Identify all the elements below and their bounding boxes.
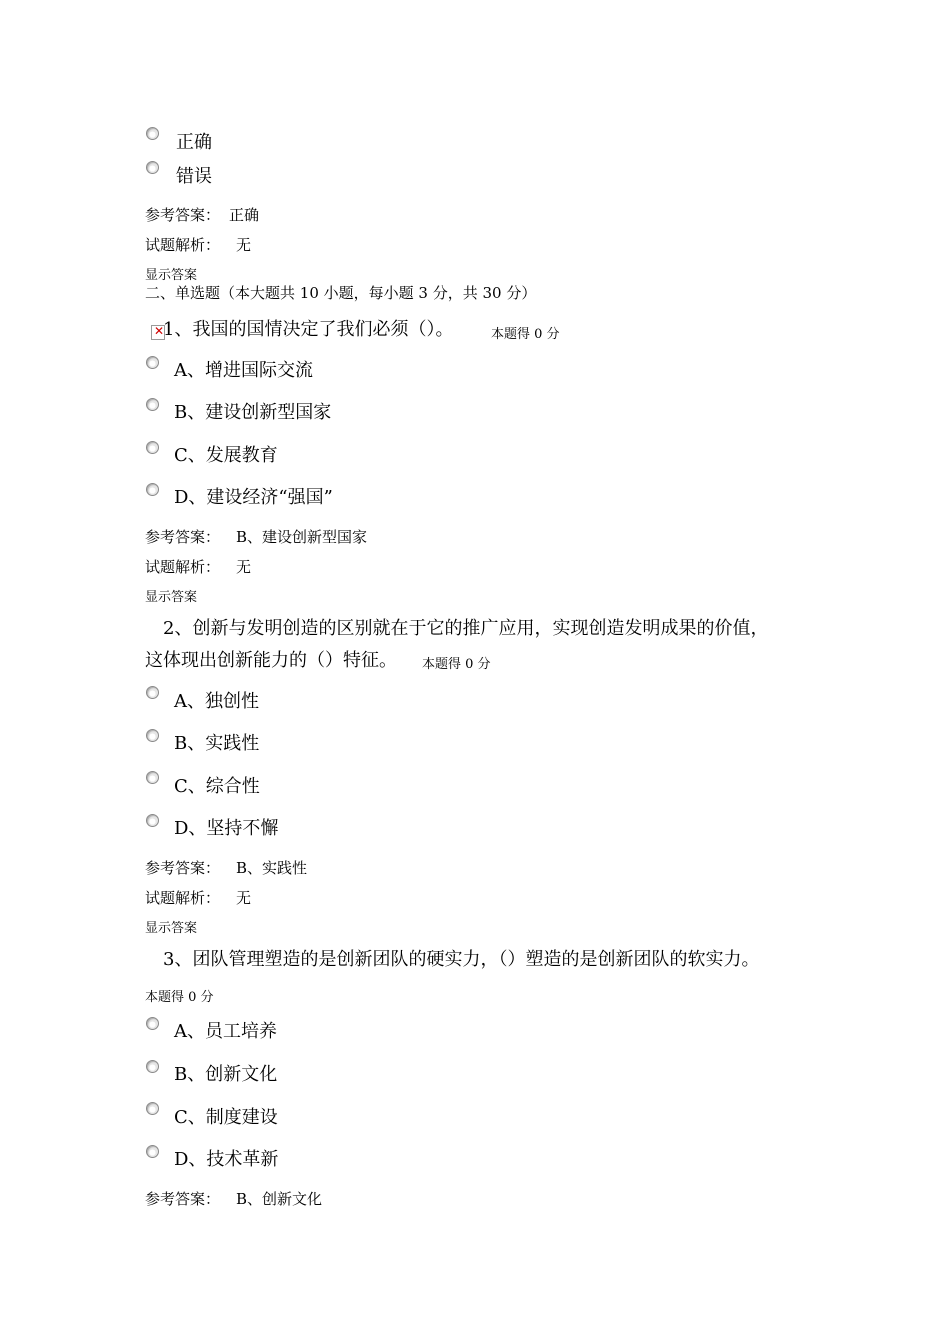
show-answer-link[interactable]: 显示答案 [145,268,198,283]
show-answer-link[interactable]: 显示答案 [145,921,198,936]
radio-option-b[interactable] [146,1060,159,1073]
option-label-true: 正确 [176,132,212,153]
analysis-label: 试题解析： [145,889,221,907]
answer-label: 参考答案： [145,859,221,877]
answer-value: B、创新文化 [236,1190,323,1208]
question-text: 1、我国的国情决定了我们必须（）。 [163,319,454,340]
radio-option-b[interactable] [146,729,159,742]
option-label-d: D、坚持不懈 [174,818,279,839]
question-score: 本题得 0 分 [422,657,491,672]
answer-label: 参考答案： [145,1190,221,1208]
analysis-value: 无 [236,558,252,576]
radio-option-a[interactable] [146,686,159,699]
answer-value: B、建设创新型国家 [236,528,368,546]
option-label-b: B、实践性 [174,733,260,754]
radio-option-c[interactable] [146,441,159,454]
option-label-c: C、综合性 [174,776,260,797]
radio-option-b[interactable] [146,398,159,411]
question-text-line2: 这体现出创新能力的（）特征。 [145,650,397,671]
radio-option-a[interactable] [146,356,159,369]
option-label-a: A、增进国际交流 [174,360,313,381]
answer-value: B、实践性 [236,859,308,877]
analysis-label: 试题解析： [145,236,221,254]
option-label-a: A、独创性 [174,691,259,712]
radio-option-false[interactable] [146,161,159,174]
analysis-value: 无 [236,889,252,907]
answer-label: 参考答案： [145,528,221,546]
question-text: 3、团队管理塑造的是创新团队的硬实力，（）塑造的是创新团队的软实力。 [163,949,760,970]
radio-option-c[interactable] [146,771,159,784]
analysis-value: 无 [236,236,252,254]
show-answer-link[interactable]: 显示答案 [145,590,198,605]
option-label-false: 错误 [176,166,212,187]
option-label-a: A、员工培养 [174,1021,277,1042]
option-label-c: C、发展教育 [174,445,278,466]
question-score: 本题得 0 分 [491,327,560,342]
radio-option-d[interactable] [146,1145,159,1158]
answer-value: 正确 [229,206,260,224]
option-label-d: D、建设经济“强国” [174,487,333,508]
option-label-d: D、技术革新 [174,1149,279,1170]
radio-option-c[interactable] [146,1102,159,1115]
option-label-b: B、创新文化 [174,1064,278,1085]
radio-option-true[interactable] [146,127,159,140]
question-text: 2、创新与发明创造的区别就在于它的推广应用，实现创造发明成果的价值， [163,618,769,639]
analysis-label: 试题解析： [145,558,221,576]
radio-option-d[interactable] [146,814,159,827]
option-label-c: C、制度建设 [174,1107,278,1128]
radio-option-d[interactable] [146,483,159,496]
answer-label: 参考答案： [145,206,221,224]
radio-option-a[interactable] [146,1017,159,1030]
section-title: 二、单选题（本大题共 10 小题，每小题 3 分，共 30 分） [145,284,537,302]
wrong-mark-icon: ✕ [151,325,165,340]
option-label-b: B、建设创新型国家 [174,402,332,423]
question-score: 本题得 0 分 [145,990,214,1005]
